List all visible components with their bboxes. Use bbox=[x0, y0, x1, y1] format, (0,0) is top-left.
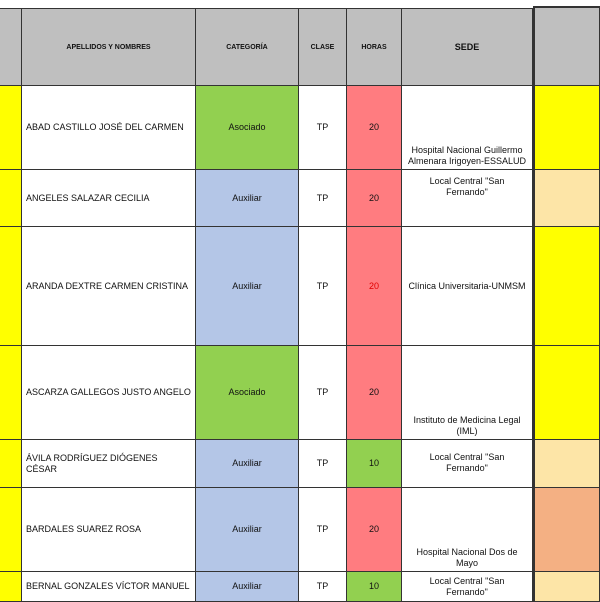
row-5-nombre: ÁVILA RODRÍGUEZ DIÓGENES CÉSAR bbox=[22, 440, 196, 488]
row-6-sede: Hospital Nacional Dos de Mayo bbox=[402, 488, 533, 572]
header-horas: HORAS bbox=[347, 8, 402, 86]
row-7-extra bbox=[533, 572, 600, 602]
row-7-clase: TP bbox=[299, 572, 347, 602]
row-3-categoria: Auxiliar bbox=[196, 227, 299, 346]
row-5-sede: Local Central "San Fernando" bbox=[402, 440, 533, 488]
row-2-extra bbox=[533, 170, 600, 227]
row-5-extra bbox=[533, 440, 600, 488]
row-4-extra bbox=[533, 346, 600, 440]
row-4-sede: Instituto de Medicina Legal (IML) bbox=[402, 346, 533, 440]
row-2-categoria: Auxiliar bbox=[196, 170, 299, 227]
row-7-categoria: Auxiliar bbox=[196, 572, 299, 602]
row-1-categoria: Asociado bbox=[196, 86, 299, 170]
row-4-nombre: ASCARZA GALLEGOS JUSTO ANGELO bbox=[22, 346, 196, 440]
row-2-index bbox=[0, 170, 22, 227]
row-5-clase: TP bbox=[299, 440, 347, 488]
row-6-horas: 20 bbox=[347, 488, 402, 572]
row-1-extra bbox=[533, 86, 600, 170]
row-2-horas: 20 bbox=[347, 170, 402, 227]
row-5-index bbox=[0, 440, 22, 488]
row-4-clase: TP bbox=[299, 346, 347, 440]
row-2-clase: TP bbox=[299, 170, 347, 227]
row-3-sede: Clínica Universitaria-UNMSM bbox=[402, 227, 533, 346]
spreadsheet-table bbox=[0, 8, 600, 600]
row-6-clase: TP bbox=[299, 488, 347, 572]
header-extra bbox=[533, 6, 600, 86]
row-5-horas: 10 bbox=[347, 440, 402, 488]
row-1-horas: 20 bbox=[347, 86, 402, 170]
row-6-extra bbox=[533, 488, 600, 572]
row-4-categoria: Asociado bbox=[196, 346, 299, 440]
row-3-index bbox=[0, 227, 22, 346]
row-1-sede: Hospital Nacional Guillermo Almenara Irigoyen-ESSALUD bbox=[402, 86, 533, 170]
header-categoria: CATEGORÍA bbox=[196, 8, 299, 86]
header-index-cell bbox=[0, 8, 22, 86]
row-1-index bbox=[0, 86, 22, 170]
row-2-sede: Local Central "San Fernando" bbox=[402, 170, 533, 227]
row-7-sede: Local Central "San Fernando" bbox=[402, 572, 533, 602]
row-3-horas: 20 bbox=[347, 227, 402, 346]
header-clase: CLASE bbox=[299, 8, 347, 86]
row-7-nombre: BERNAL GONZALES VÍCTOR MANUEL bbox=[22, 572, 196, 602]
row-7-horas: 10 bbox=[347, 572, 402, 602]
header-nombres: APELLIDOS Y NOMBRES bbox=[22, 8, 196, 86]
row-2-nombre: ANGELES SALAZAR CECILIA bbox=[22, 170, 196, 227]
row-1-clase: TP bbox=[299, 86, 347, 170]
row-6-categoria: Auxiliar bbox=[196, 488, 299, 572]
row-3-extra bbox=[533, 227, 600, 346]
row-4-index bbox=[0, 346, 22, 440]
header-sede: SEDE bbox=[402, 8, 533, 86]
row-1-nombre: ABAD CASTILLO JOSÉ DEL CARMEN bbox=[22, 86, 196, 170]
row-3-clase: TP bbox=[299, 227, 347, 346]
row-3-nombre: ARANDA DEXTRE CARMEN CRISTINA bbox=[22, 227, 196, 346]
row-7-index bbox=[0, 572, 22, 602]
row-4-horas: 20 bbox=[347, 346, 402, 440]
row-5-categoria: Auxiliar bbox=[196, 440, 299, 488]
row-6-nombre: BARDALES SUAREZ ROSA bbox=[22, 488, 196, 572]
row-6-index bbox=[0, 488, 22, 572]
